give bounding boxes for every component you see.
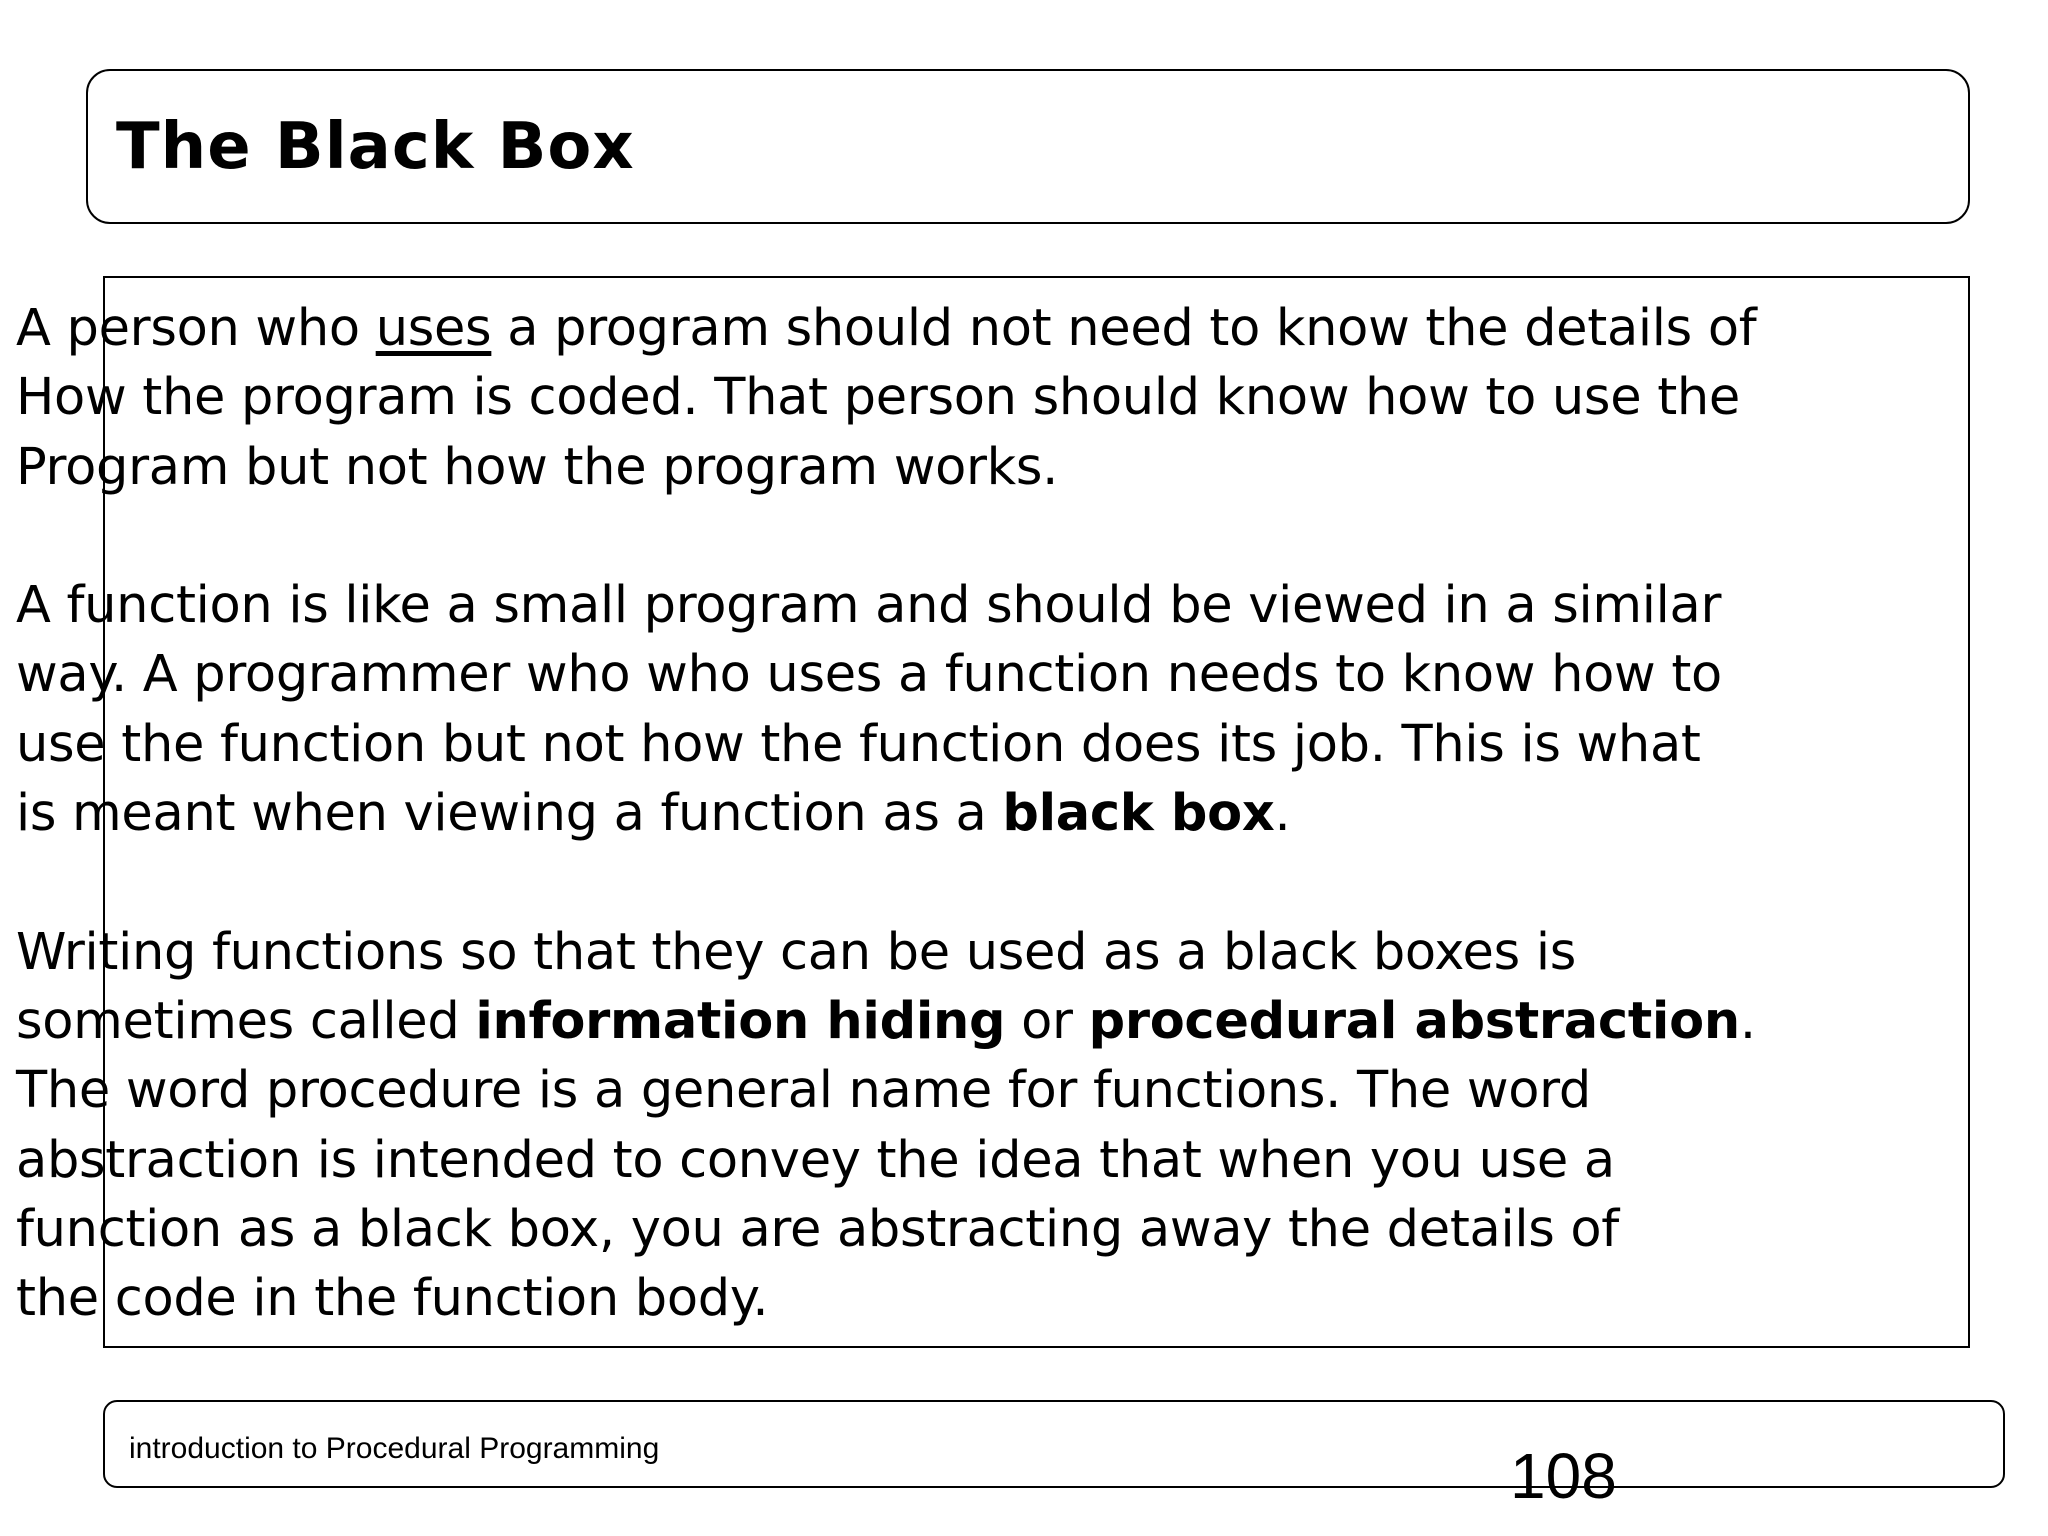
text-line xyxy=(16,363,1956,432)
text-span: A function is like a small program and should be viewed in a similar xyxy=(16,576,1722,636)
text-span: or xyxy=(1005,991,1089,1051)
text-line xyxy=(16,1195,1956,1264)
text-line xyxy=(16,918,1956,987)
paragraph xyxy=(16,571,1956,848)
text-span: abstraction is intended to convey the idea that when you use a xyxy=(16,1130,1615,1190)
bold-term: information hiding xyxy=(475,991,1006,1051)
text-span: use the function but not how the function does its job. This is what xyxy=(16,714,1701,774)
text-span: Writing functions so that they can be used as a black boxes is xyxy=(16,922,1576,982)
text-line xyxy=(16,710,1956,779)
text-line xyxy=(16,779,1956,848)
text-span: function as a black box, you are abstracting away the details of xyxy=(16,1199,1619,1259)
slide-body xyxy=(16,294,1956,1333)
text-span: A person who xyxy=(16,299,376,358)
footer-label: introduction to Procedural Programming xyxy=(129,1432,660,1465)
text-span: way. A programmer who who uses a function needs to know how to xyxy=(16,645,1722,705)
text-span: the code in the function body. xyxy=(16,1269,769,1329)
page-number: 108 xyxy=(1510,1440,1617,1512)
text-line xyxy=(16,571,1956,640)
text-span: Program but not how the program works. xyxy=(16,437,1059,497)
text-span: . xyxy=(1274,784,1291,844)
footer-box xyxy=(103,1400,2005,1488)
underlined-term: uses xyxy=(375,299,492,358)
text-span: is meant when viewing a function as a xyxy=(16,784,1003,844)
paragraph xyxy=(16,918,1956,1334)
bold-term: procedural abstraction xyxy=(1088,991,1740,1051)
text-span: The word procedure is a general name for functions. The word xyxy=(16,1061,1592,1121)
text-line xyxy=(16,433,1956,502)
text-span: a program should not need to know the details of xyxy=(491,299,1757,358)
text-line xyxy=(16,987,1956,1056)
text-span: . xyxy=(1739,991,1756,1051)
text-line xyxy=(16,1056,1956,1125)
text-span: sometimes called xyxy=(16,991,476,1051)
text-line xyxy=(16,294,1956,363)
text-line xyxy=(16,1126,1956,1195)
bold-term: black box xyxy=(1002,784,1275,844)
slide-title: The Black Box xyxy=(116,110,635,184)
title-box xyxy=(86,69,1970,224)
text-line xyxy=(16,640,1956,709)
text-span: How the program is coded. That person should know how to use the xyxy=(16,368,1740,428)
paragraph xyxy=(16,294,1956,502)
text-line xyxy=(16,1264,1956,1333)
